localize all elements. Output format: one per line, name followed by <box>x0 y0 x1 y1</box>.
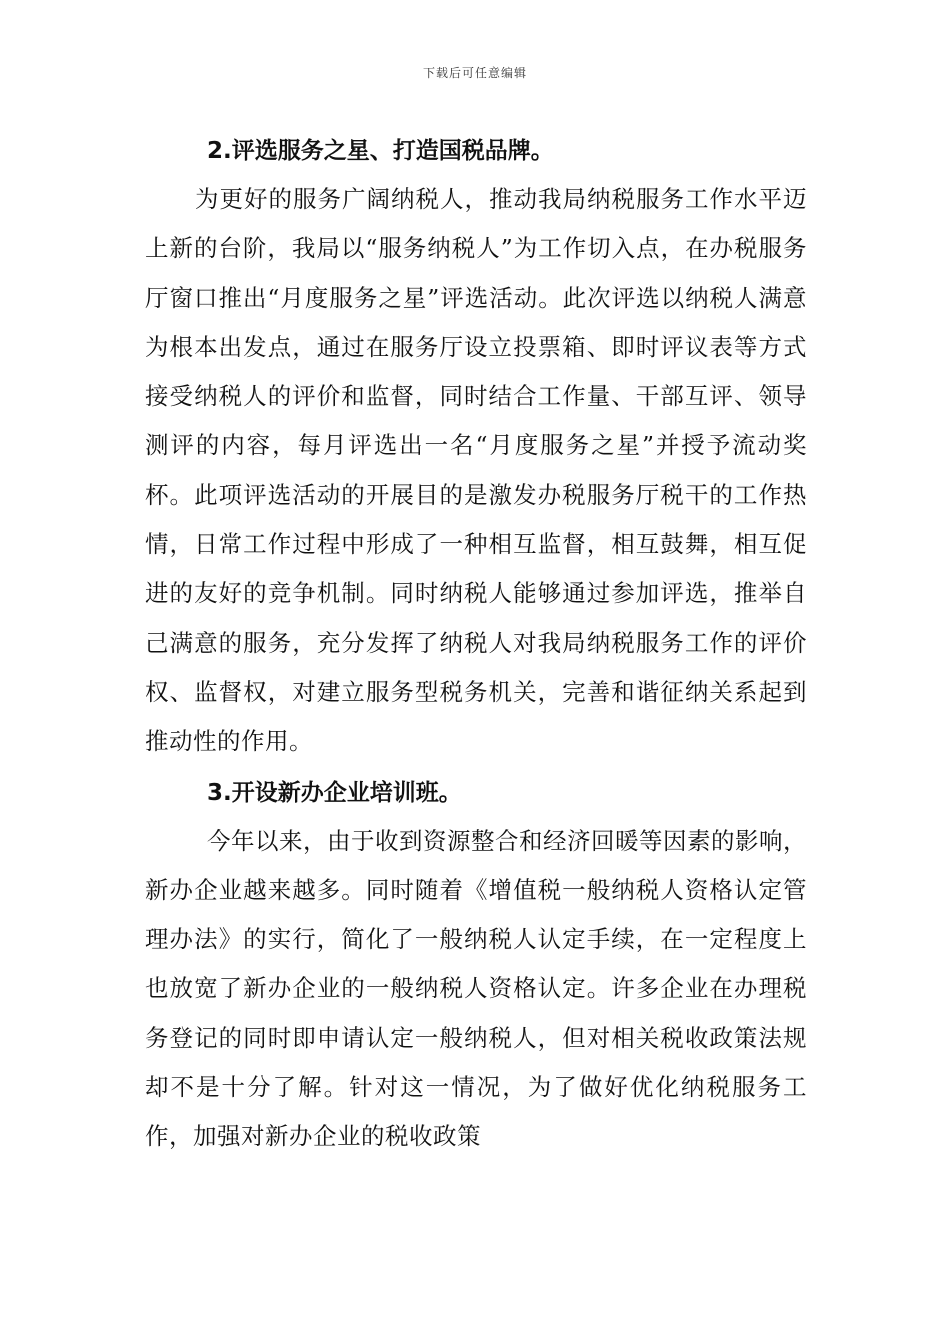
section-paragraph-2: 为更好的服务广阔纳税人，推动我局纳税服务工作水平迈上新的台阶，我局以“服务纳税人”为工作切入点，在办税服务厅窗口推出“月度服务之星”评选活动。此次评选以纳税人满意为根本出发点，通过在服务厅设立投票箱、即时评议表等方式接受纳税人的评价和监督，同时结合工作量、干部互评、领导测评的内容，每月评选出一名“月度服务之星”并授予流动奖杯。此项评选活动的开展目的是激发办税服务厅税干的工作热情，日常工作过程中形成了一种相互监督，相互鼓舞，相互促进的友好的竞争机制。同时纳税人能够通过参加评选，推举自己满意的服务，充分发挥了纳税人对我局纳税服务工作的评价权、监督权，对建立服务型税务机关，完善和谐征纳关系起到推动性的作用。 <box>145 185 807 756</box>
header-note: 下载后可任意编辑 <box>422 66 527 80</box>
section-heading-3: 3.开设新办企业培训班。 <box>207 779 462 806</box>
section-paragraph-3: 今年以来，由于收到资源整合和经济回暖等因素的影响，新办企业越来越多。同时随着《增值税一般纳税人资格认定管理办法》的实行，简化了一般纳税人认定手续，在一定程度上也放宽了新办企业的一般纳税人资格认定。许多企业在办理税务登记的同时即申请认定一般纳税人，但对相关税收政策法规却不是十分了解。针对这一情况，为了做好优化纳税服务工作，加强对新办企业的税收政策 <box>145 826 807 1151</box>
document-body <box>145 127 807 1162</box>
section-heading-2: 2.评选服务之星、打造国税品牌。 <box>207 138 554 164</box>
